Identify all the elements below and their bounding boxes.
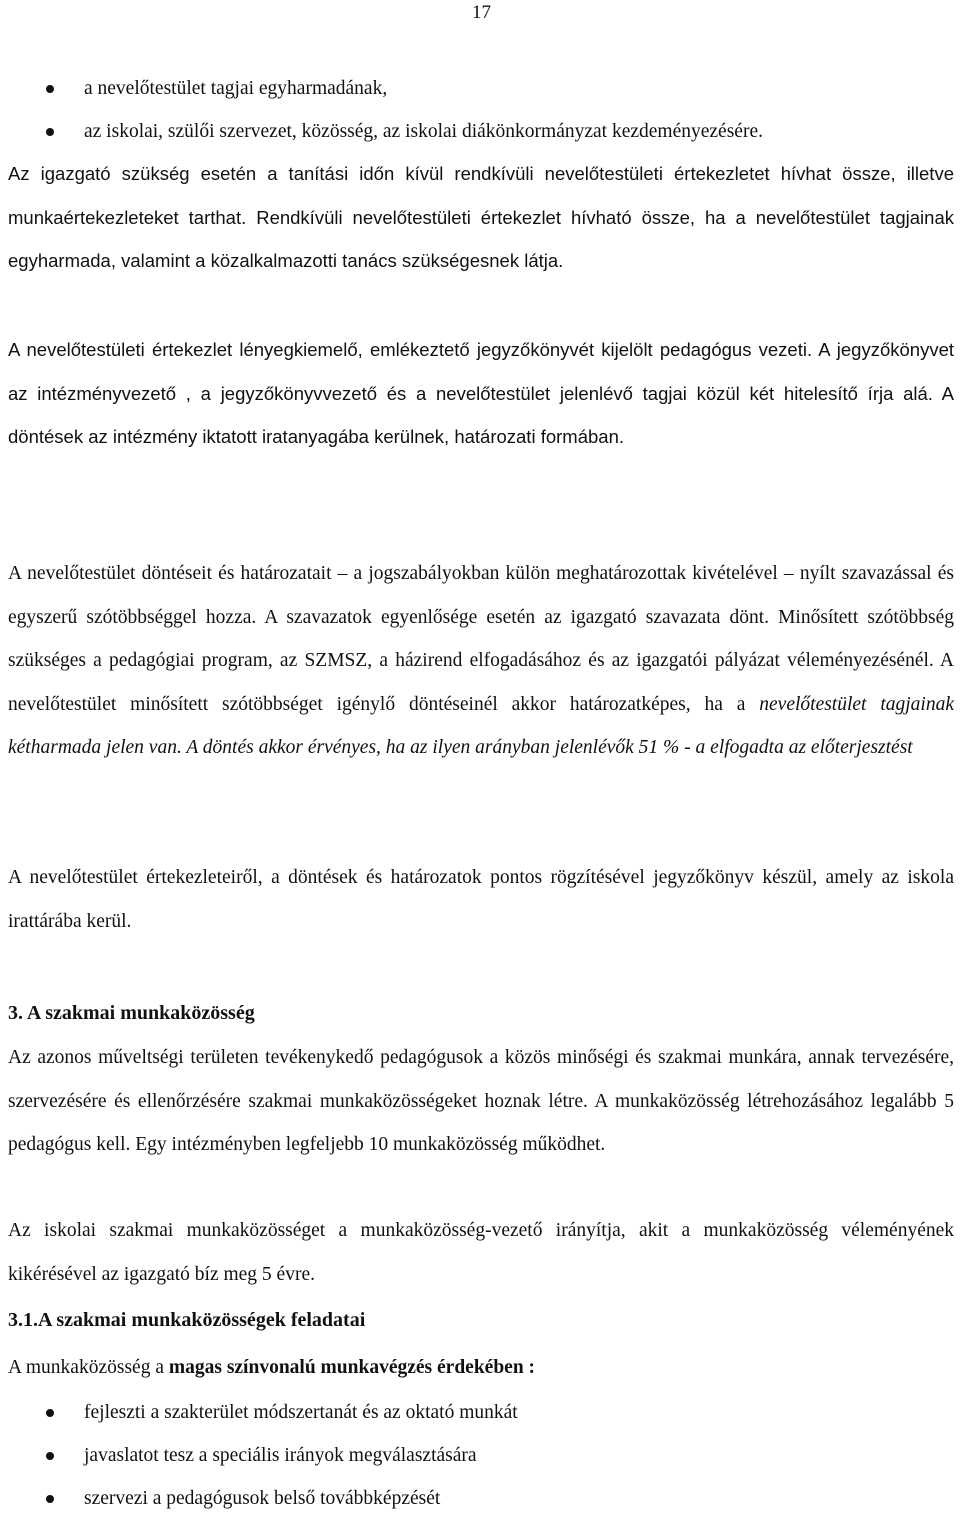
paragraph-text: A nevelőtestület döntéseit és határozatait – a jogszabályokban külön meghatározottak kivételével – nyílt szavazással és egyszerű szótöbbséggel hozza. A szavazatok egyenlősége esetén az igazgató szavazata dönt. Minősített szótöbbség szükséges a pedagógiai program, az SZMSZ, a házirend elfogadásához és az igazgatói pályázat véleményezésénél. A nevelőtestület minősített szótöbbséget igénylő döntéseinél akkor határozatképes, ha a bbox=[8, 563, 954, 715]
top-bullet-list bbox=[40, 67, 940, 153]
bold-text: magas színvonalú munkavégzés érdekében : bbox=[168, 1357, 536, 1378]
paragraph-text: Az igazgató szükség esetén a tanítási időn kívül rendkívüli nevelőtestületi értekezletet hívhat össze, illetve munkaértekezleteket tarthat. bbox=[8, 163, 954, 228]
list-item-text: javaslatot tesz a speciális irányok megválasztására bbox=[84, 1445, 477, 1466]
page-number: 17 bbox=[472, 2, 491, 23]
section-heading: 3. A szakmai munkaközösség bbox=[8, 1002, 255, 1024]
paragraph-intro bbox=[8, 1346, 954, 1390]
paragraph-leader: Az iskolai szakmai munkaközösséget a munkaközösség-vezető irányítja, akit a munkaközösség véleményének kikérésével az igazgató bíz meg 5 évre. bbox=[8, 1220, 954, 1285]
bullet-icon bbox=[46, 128, 54, 136]
list-item-text: fejleszti a szakterület módszertanát és az oktató munkát bbox=[84, 1402, 518, 1423]
list-item-text: szervezi a pedagógusok belső továbbképzését bbox=[84, 1488, 441, 1509]
list-item-text: az iskolai, szülői szervezet, közösség, az iskolai diákönkormányzat kezdeményezésére. bbox=[84, 121, 763, 142]
bullet-icon bbox=[46, 1452, 54, 1460]
list-item bbox=[40, 1391, 940, 1434]
list-item bbox=[40, 110, 940, 153]
bottom-bullet-list bbox=[40, 1391, 940, 1520]
paragraph-text: A döntések az intézmény iktatott iratanyagába kerülnek, határozati formában. bbox=[8, 382, 954, 448]
paragraph-text: A munkaközösség a bbox=[8, 1357, 169, 1378]
list-item-text: a nevelőtestület tagjai egyharmadának, bbox=[84, 78, 388, 99]
paragraph-records: A nevelőtestület értekezleteiről, a döntések és határozatok pontos rögzítésével jegyzőkönyv készül, amely az iskola irattárába kerül. bbox=[8, 867, 954, 932]
subsection-heading: 3.1.A szakmai munkaközösségek feladatai bbox=[8, 1309, 366, 1331]
list-item bbox=[40, 67, 940, 110]
bullet-icon bbox=[46, 85, 54, 93]
paragraph-minutes bbox=[8, 328, 954, 459]
italic-text: nevelőtestület tagjainak kétharmada jelen van. A döntés akkor érvényes, ha az ilyen arányban jelenlévők 51 % - a elfogadta az előterjesztést bbox=[8, 693, 954, 758]
bullet-icon bbox=[46, 1409, 54, 1417]
paragraph-text: A nevelőtestületi értekezlet lényegkiemelő, emlékeztető jegyzőkönyvét kijelölt pedagógus vezeti. A jegyzőkönyvet az intézményvezető , a jegyzőkönyvvezető és a nevelőtestület jelenlévő tagjai közül két hitelesítő írja alá. bbox=[8, 339, 954, 404]
bullet-icon bbox=[46, 1495, 54, 1503]
paragraph-extraordinary-meeting bbox=[8, 152, 954, 283]
list-item bbox=[40, 1434, 940, 1477]
list-item bbox=[40, 1477, 940, 1520]
paragraph-decisions bbox=[8, 552, 954, 770]
paragraph-text: Rendkívüli nevelőtestületi értekezlet hívható össze, ha a nevelőtestület tagjainak egyharmada, valamint a közalkalmazotti tanács szükségesnek látja. bbox=[8, 206, 954, 272]
paragraph-work-community: Az azonos műveltségi területen tevékenykedő pedagógusok a közös minőségi és szakmai munkára, annak tervezésére, szervezésére és ellenőrzésére szakmai munkaközösségeket hoznak létre. A munkaközösség létrehozásához legalább 5 pedagógus kell. Egy intézményben legfeljebb 10 munkaközösség működhet. bbox=[8, 1047, 954, 1155]
